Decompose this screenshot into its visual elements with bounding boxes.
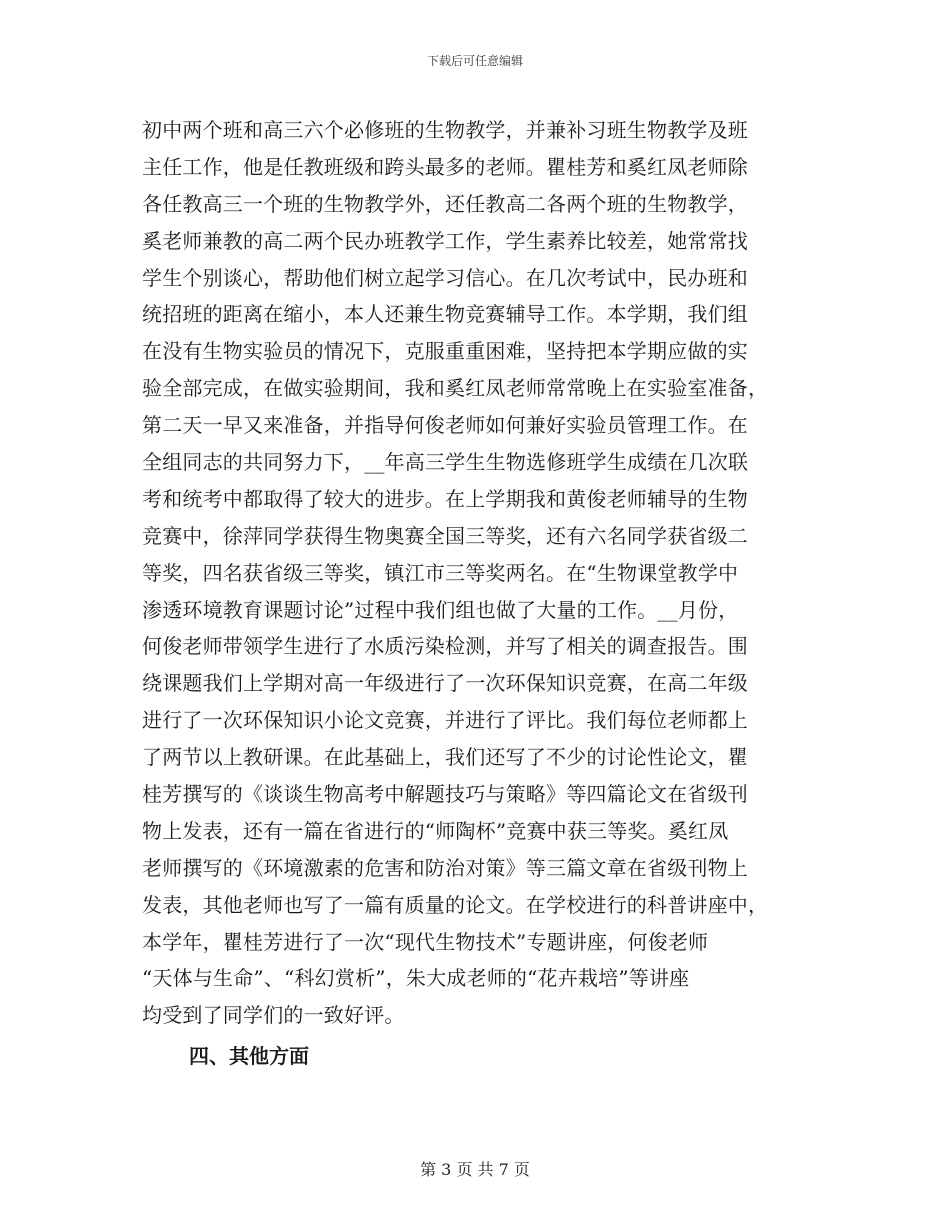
text-line-5: 学生个别谈心，帮助他们树立起学习信心。在几次考试中，民办班和 (142, 265, 748, 290)
text-line-8: 验全部完成，在做实验期间，我和奚红凤老师常常晚上在实验室准备， (142, 376, 769, 401)
body-text (142, 112, 822, 1034)
text-line-22: 发表，其他老师也写了一篇有质量的论文。在学校进行的科普讲座中， (142, 892, 769, 917)
text-line-19: 桂芳撰写的《谈谈生物高考中解题技巧与策略》等四篇论文在省级刊 (142, 782, 748, 807)
text-line-6: 统招班的距离在缩小，本人还兼生物竞赛辅导工作。本学期，我们组 (142, 302, 748, 327)
text-line-24: “天体与生命”、“科幻赏析”，朱大成老师的“花卉栽培”等讲座 (142, 966, 690, 991)
text-line-7: 在没有生物实验员的情况下，克服重重困难，坚持把本学期应做的实 (142, 339, 748, 364)
text-line-9: 第二天一早又来准备，并指导何俊老师如何兼好实验员管理工作。在 (142, 413, 748, 438)
text-line-20: 物上发表，还有一篇在省进行的“师陶杯”竞赛中获三等奖。奚红凤 (142, 818, 729, 843)
text-line-12: 竞赛中，徐萍同学获得生物奥赛全国三等奖，还有六名同学获省级二 (142, 523, 748, 548)
text-line-2: 主任工作，他是任教班级和跨头最多的老师。瞿桂芳和奚红凤老师除 (142, 154, 748, 179)
text-line-14: 渗透环境教育课题讨论”过程中我们组也做了大量的工作。__月份， (142, 597, 739, 622)
text-line-18: 了两节以上教研课。在此基础上，我们还写了不少的讨论性论文，瞿 (142, 745, 748, 770)
section-heading: 四、其他方面 (189, 1044, 309, 1068)
text-line-4: 奚老师兼教的高二两个民办班教学工作，学生素养比较差，她常常找 (142, 228, 748, 253)
text-line-11: 考和统考中都取得了较大的进步。在上学期我和黄俊老师辅导的生物 (142, 486, 748, 511)
text-line-16: 绕课题我们上学期对高一年级进行了一次环保知识竞赛，在高二年级 (142, 671, 748, 696)
text-line-21: 老师撰写的《环境激素的危害和防治对策》等三篇文章在省级刊物上 (142, 855, 748, 880)
text-line-13: 等奖，四名获省级三等奖，镇江市三等奖两名。在“生物课堂教学中 (142, 560, 739, 585)
page-header: 下载后可任意编辑 (426, 54, 523, 68)
text-line-3: 各任教高三一个班的生物教学外，还任教高二各两个班的生物教学， (142, 191, 748, 216)
text-line-17: 进行了一次环保知识小论文竞赛，并进行了评比。我们每位老师都上 (142, 708, 748, 733)
text-line-25: 均受到了同学们的一致好评。 (142, 1003, 405, 1028)
text-line-1: 初中两个班和高三六个必修班的生物教学，并兼补习班生物教学及班 (142, 118, 748, 142)
text-line-15: 何俊老师带领学生进行了水质污染检测，并写了相关的调查报告。围 (142, 634, 748, 659)
text-line-10: 全组同志的共同努力下，__年高三学生生物选修班学生成绩在几次联 (142, 450, 749, 475)
page-number: 第 3 页 共 7 页 (420, 1160, 530, 1179)
text-line-23: 本学年，瞿桂芳进行了一次“现代生物技术”专题讲座，何俊老师 (142, 929, 709, 954)
